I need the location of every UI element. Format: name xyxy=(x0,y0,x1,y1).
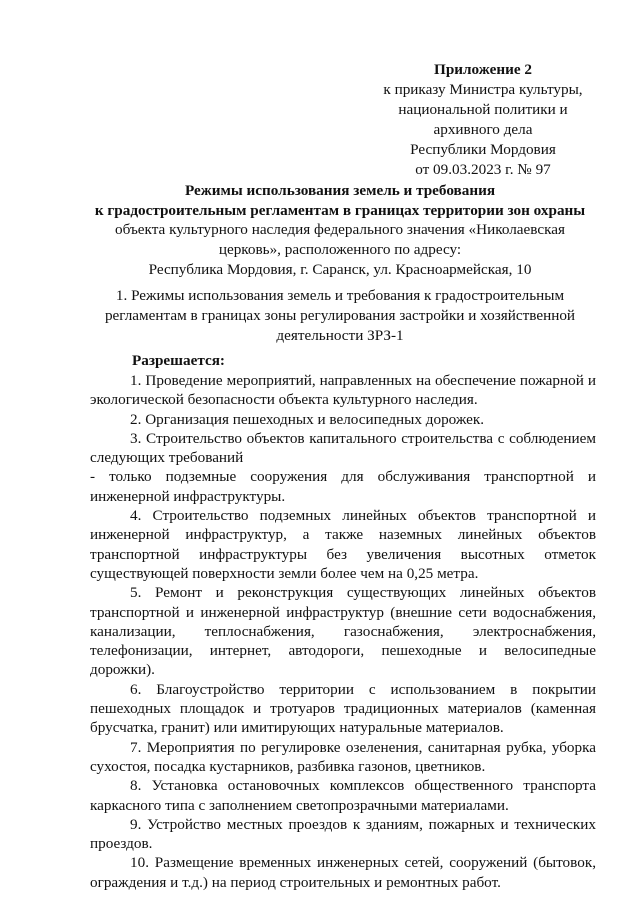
title-line: Республика Мордовия, г. Саранск, ул. Красноармейская, 10 xyxy=(148,260,532,278)
list-item: 10. Размещение временных инженерных сетей, сооружений (бытовок, ограждения и т.д.) на период строительных и ремонтных работ. xyxy=(90,854,596,891)
list-item: - только подземные сооружения для обслуживания транспортной и инженерной инфраструктуры. xyxy=(90,468,596,505)
section-line: регламентам в границах зоны регулирования застройки и хозяйственной xyxy=(104,307,576,324)
appendix-line: Республики Мордовия xyxy=(410,141,556,158)
appendix-block xyxy=(378,60,588,180)
items-list xyxy=(90,371,596,892)
title-bold-line: Режимы использования земель и требования xyxy=(184,182,496,199)
list-item: 8. Установка остановочных комплексов общественного транспорта каркасного типа с заполнением светопрозрачными материалами. xyxy=(90,777,596,814)
appendix-line: национальной политики и xyxy=(398,101,568,118)
list-item: 2. Организация пешеходных и велосипедных дорожек. xyxy=(130,410,485,428)
appendix-line: к приказу Министра культуры, xyxy=(383,81,583,98)
list-item: 9. Устройство местных проездов к зданиям, пожарных и технических проездов. xyxy=(90,815,596,853)
list-item: 3. Строительство объектов капитального строительства с соблюдением следующих требований xyxy=(90,429,596,467)
list-item: 4. Строительство подземных линейных объектов транспортной и инженерной инфраструктур, а также наземных линейных объектов транспортной инфраструктуры без увеличения высотных отметок существующей поверхности земли более чем на 0,25 метра. xyxy=(90,507,596,582)
list-item: 5. Ремонт и реконструкция существующих линейных объектов транспортной и инженерной инфраструктур (внешние сети водоснабжения, канализации, теплоснабжения, газоснабжения, электроснабжения, телефонизации, интернет, автодороги, пешеходные и велосипедные дорожки). xyxy=(90,584,596,679)
list-item: 7. Мероприятия по регулировке озеленения, санитарная рубка, уборка сухостоя, посадка кустарников, разбивка газонов, цветников. xyxy=(90,738,596,775)
appendix-line: архивного дела xyxy=(433,121,533,138)
title-bold-line: к градостроительным регламентам в границах территории зон охраны xyxy=(94,201,586,219)
allowed-label: Разрешается: xyxy=(132,352,225,369)
appendix-line: от 09.03.2023 г. № 97 xyxy=(415,161,551,178)
list-item: 6. Благоустройство территории с использованием в покрытии пешеходных площадок и тротуаров традиционных материалов (каменная брусчатка, гранит) или имитирующих натуральные материалов. xyxy=(90,680,596,737)
title-line: церковь», расположенного по адресу: xyxy=(218,241,462,259)
section-heading xyxy=(90,286,590,346)
appendix-title: Приложение 2 xyxy=(434,61,532,78)
document-title xyxy=(80,181,600,280)
section-line: деятельности ЗРЗ-1 xyxy=(276,327,404,344)
section-line: 1. Режимы использования земель и требования к градостроительным xyxy=(115,287,565,304)
list-item: 1. Проведение мероприятий, направленных на обеспечение пожарной и экологической безопасности объекта культурного наследия. xyxy=(90,372,596,409)
title-line: объекта культурного наследия федерального значения «Николаевская xyxy=(115,221,565,239)
